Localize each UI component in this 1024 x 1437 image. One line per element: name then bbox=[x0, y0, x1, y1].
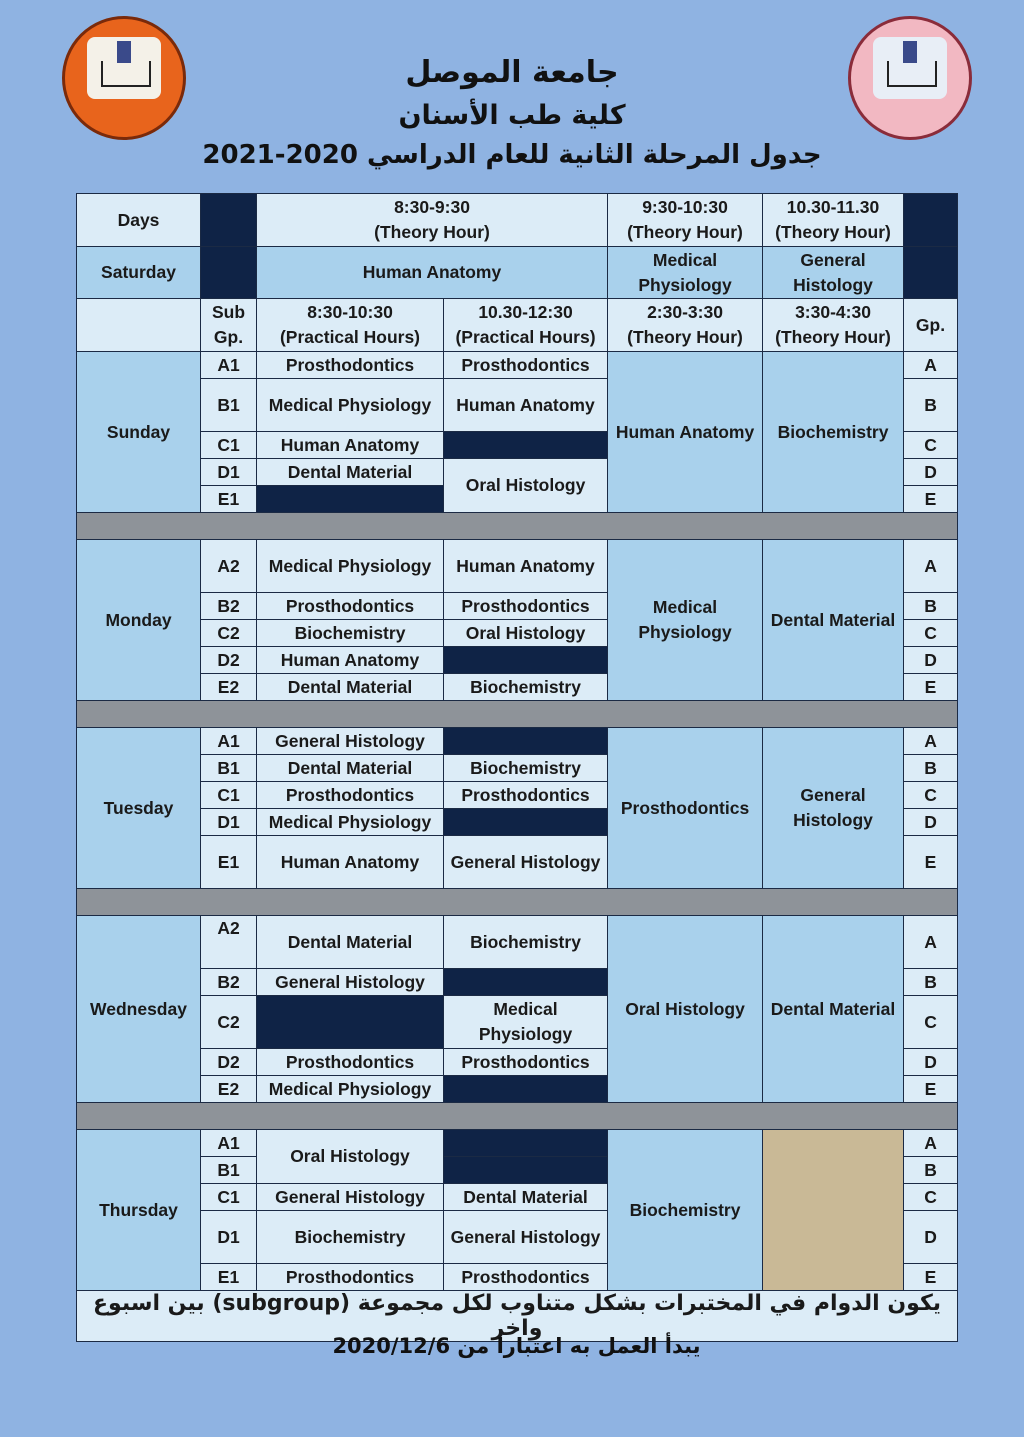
empty-slot bbox=[444, 432, 608, 459]
subgroup-cell: E1 bbox=[201, 836, 257, 889]
subgroup-cell: D1 bbox=[201, 459, 257, 486]
day-separator bbox=[77, 889, 958, 916]
group-cell: E bbox=[904, 836, 958, 889]
group-cell: C bbox=[904, 432, 958, 459]
group-cell: E bbox=[904, 1264, 958, 1291]
practical2-cell: Human Anatomy bbox=[444, 540, 608, 593]
blank-cell bbox=[904, 247, 958, 299]
empty-slot bbox=[444, 728, 608, 755]
practical1-cell: General Histology bbox=[257, 969, 444, 996]
subgroup-cell: A2 bbox=[201, 916, 257, 969]
group-cell: B bbox=[904, 593, 958, 620]
group-cell: B bbox=[904, 1157, 958, 1184]
lab-rotation-note: يكون الدوام في المختبرات بشكل متناوب لكل مجموعة (subgroup) بين اسبوع واخر bbox=[77, 1291, 958, 1342]
practical2-cell: Prosthodontics bbox=[444, 1264, 608, 1291]
group-cell: E bbox=[904, 674, 958, 701]
practical2-cell: Oral Histology bbox=[444, 620, 608, 647]
blank-cell bbox=[77, 299, 201, 352]
saturday-slot3: General Histology bbox=[763, 247, 904, 299]
subgroup-cell: C2 bbox=[201, 620, 257, 647]
practical1-cell: Biochemistry bbox=[257, 1211, 444, 1264]
subgroup-cell: E1 bbox=[201, 486, 257, 513]
group-cell: B bbox=[904, 755, 958, 782]
day-separator bbox=[77, 513, 958, 540]
subgroup-cell: C1 bbox=[201, 1184, 257, 1211]
empty-slot bbox=[444, 1130, 608, 1157]
group-cell: C bbox=[904, 1184, 958, 1211]
subgroup-cell: A1 bbox=[201, 1130, 257, 1157]
practical1-cell: Dental Material bbox=[257, 916, 444, 969]
subgroup-header: Sub Gp. bbox=[201, 299, 257, 352]
practical2-cell: General Histology bbox=[444, 836, 608, 889]
theory2-cell: Dental Material bbox=[763, 916, 904, 1103]
group-cell: D bbox=[904, 1211, 958, 1264]
practical1-cell: Prosthodontics bbox=[257, 1264, 444, 1291]
theory2-cell: Dental Material bbox=[763, 540, 904, 701]
theory1-cell: Medical Physiology bbox=[608, 540, 763, 701]
days-header: Days bbox=[77, 194, 201, 247]
group-cell: D bbox=[904, 459, 958, 486]
day-sunday: Sunday bbox=[77, 352, 201, 513]
practical2-cell: Dental Material bbox=[444, 1184, 608, 1211]
subgroup-cell: B1 bbox=[201, 1157, 257, 1184]
empty-slot bbox=[257, 486, 444, 513]
college-name: كلية طب الأسنان bbox=[398, 100, 626, 131]
group-cell: E bbox=[904, 486, 958, 513]
group-cell: A bbox=[904, 1130, 958, 1157]
empty-slot bbox=[444, 647, 608, 674]
subgroup-cell: D1 bbox=[201, 1211, 257, 1264]
subgroup-cell: D2 bbox=[201, 647, 257, 674]
group-cell: A bbox=[904, 728, 958, 755]
practical2-cell: Biochemistry bbox=[444, 674, 608, 701]
subgroup-cell: D2 bbox=[201, 1049, 257, 1076]
subgroup-cell: A2 bbox=[201, 540, 257, 593]
empty-slot bbox=[257, 996, 444, 1049]
schedule-title: جدول المرحلة الثانية للعام الدراسي 2020-2021 bbox=[202, 140, 822, 170]
blank-cell bbox=[201, 247, 257, 299]
practical2-cell: Prosthodontics bbox=[444, 782, 608, 809]
subgroup-cell: B1 bbox=[201, 379, 257, 432]
theory2-cell bbox=[763, 1130, 904, 1291]
theory2-header: 3:30-4:30 (Theory Hour) bbox=[763, 299, 904, 352]
day-separator bbox=[77, 701, 958, 728]
practical1-cell: Medical Physiology bbox=[257, 809, 444, 836]
group-cell: C bbox=[904, 782, 958, 809]
practical1-cell: General Histology bbox=[257, 1184, 444, 1211]
day-wednesday: Wednesday bbox=[77, 916, 201, 1103]
theory1-header: 2:30-3:30 (Theory Hour) bbox=[608, 299, 763, 352]
practical1-cell: Human Anatomy bbox=[257, 647, 444, 674]
practical2-cell: General Histology bbox=[444, 1211, 608, 1264]
subgroup-cell: E1 bbox=[201, 1264, 257, 1291]
empty-slot bbox=[444, 969, 608, 996]
practical1-cell: Medical Physiology bbox=[257, 379, 444, 432]
day-saturday: Saturday bbox=[77, 247, 201, 299]
empty-slot bbox=[444, 1157, 608, 1184]
group-cell: D bbox=[904, 809, 958, 836]
practical2-cell: Medical Physiology bbox=[444, 996, 608, 1049]
practical2-cell: Biochemistry bbox=[444, 916, 608, 969]
practical1-cell: Prosthodontics bbox=[257, 593, 444, 620]
practical1-cell: Prosthodontics bbox=[257, 1049, 444, 1076]
theory2-cell: Biochemistry bbox=[763, 352, 904, 513]
day-tuesday: Tuesday bbox=[77, 728, 201, 889]
group-cell: D bbox=[904, 1049, 958, 1076]
saturday-slot1: Human Anatomy bbox=[257, 247, 608, 299]
theory1-cell: Biochemistry bbox=[608, 1130, 763, 1291]
practical2-cell: Prosthodontics bbox=[444, 1049, 608, 1076]
subgroup-cell: E2 bbox=[201, 1076, 257, 1103]
university-name: جامعة الموصل bbox=[405, 55, 619, 90]
theory1-cell: Human Anatomy bbox=[608, 352, 763, 513]
practical1-cell: Dental Material bbox=[257, 755, 444, 782]
subgroup-cell: A1 bbox=[201, 728, 257, 755]
practical2-cell: Prosthodontics bbox=[444, 352, 608, 379]
slot1-header: 8:30-9:30 (Theory Hour) bbox=[257, 194, 608, 247]
day-thursday: Thursday bbox=[77, 1130, 201, 1291]
group-cell: C bbox=[904, 620, 958, 647]
schedule-table bbox=[76, 193, 958, 1342]
practical1-cell: Medical Physiology bbox=[257, 540, 444, 593]
practical1-cell: Oral Histology bbox=[257, 1130, 444, 1184]
subgroup-cell: D1 bbox=[201, 809, 257, 836]
saturday-slot2: Medical Physiology bbox=[608, 247, 763, 299]
subgroup-cell: C1 bbox=[201, 782, 257, 809]
practical1-cell: Medical Physiology bbox=[257, 1076, 444, 1103]
group-cell: B bbox=[904, 379, 958, 432]
practical1-header: 8:30-10:30 (Practical Hours) bbox=[257, 299, 444, 352]
theory1-cell: Oral Histology bbox=[608, 916, 763, 1103]
practical2-header: 10.30-12:30 (Practical Hours) bbox=[444, 299, 608, 352]
group-cell: E bbox=[904, 1076, 958, 1103]
group-cell: B bbox=[904, 969, 958, 996]
header-blank bbox=[904, 194, 958, 247]
practical2-cell: Oral Histology bbox=[444, 459, 608, 513]
group-cell: D bbox=[904, 647, 958, 674]
practical1-cell: Dental Material bbox=[257, 674, 444, 701]
subgroup-cell: B2 bbox=[201, 969, 257, 996]
practical1-cell: Prosthodontics bbox=[257, 352, 444, 379]
slot3-header: 10.30-11.30 (Theory Hour) bbox=[763, 194, 904, 247]
subgroup-cell: E2 bbox=[201, 674, 257, 701]
empty-slot bbox=[444, 809, 608, 836]
practical1-cell: Human Anatomy bbox=[257, 432, 444, 459]
group-cell: A bbox=[904, 916, 958, 969]
practical1-cell: Human Anatomy bbox=[257, 836, 444, 889]
group-cell: A bbox=[904, 540, 958, 593]
day-monday: Monday bbox=[77, 540, 201, 701]
start-date-note: يبدأ العمل به اعتبارا من 2020/12/6 bbox=[332, 1334, 701, 1358]
subgroup-cell: B1 bbox=[201, 755, 257, 782]
group-cell: C bbox=[904, 996, 958, 1049]
practical2-cell: Human Anatomy bbox=[444, 379, 608, 432]
practical1-cell: General Histology bbox=[257, 728, 444, 755]
practical1-cell: Prosthodontics bbox=[257, 782, 444, 809]
group-cell: A bbox=[904, 352, 958, 379]
slot2-header: 9:30-10:30 (Theory Hour) bbox=[608, 194, 763, 247]
group-header: Gp. bbox=[904, 299, 958, 352]
empty-slot bbox=[444, 1076, 608, 1103]
day-separator bbox=[77, 1103, 958, 1130]
practical2-cell: Biochemistry bbox=[444, 755, 608, 782]
header-blank bbox=[201, 194, 257, 247]
subgroup-cell: C1 bbox=[201, 432, 257, 459]
subgroup-cell: C2 bbox=[201, 996, 257, 1049]
practical1-cell: Biochemistry bbox=[257, 620, 444, 647]
subgroup-cell: B2 bbox=[201, 593, 257, 620]
practical1-cell: Dental Material bbox=[257, 459, 444, 486]
theory2-cell: General Histology bbox=[763, 728, 904, 889]
theory1-cell: Prosthodontics bbox=[608, 728, 763, 889]
subgroup-cell: A1 bbox=[201, 352, 257, 379]
practical2-cell: Prosthodontics bbox=[444, 593, 608, 620]
